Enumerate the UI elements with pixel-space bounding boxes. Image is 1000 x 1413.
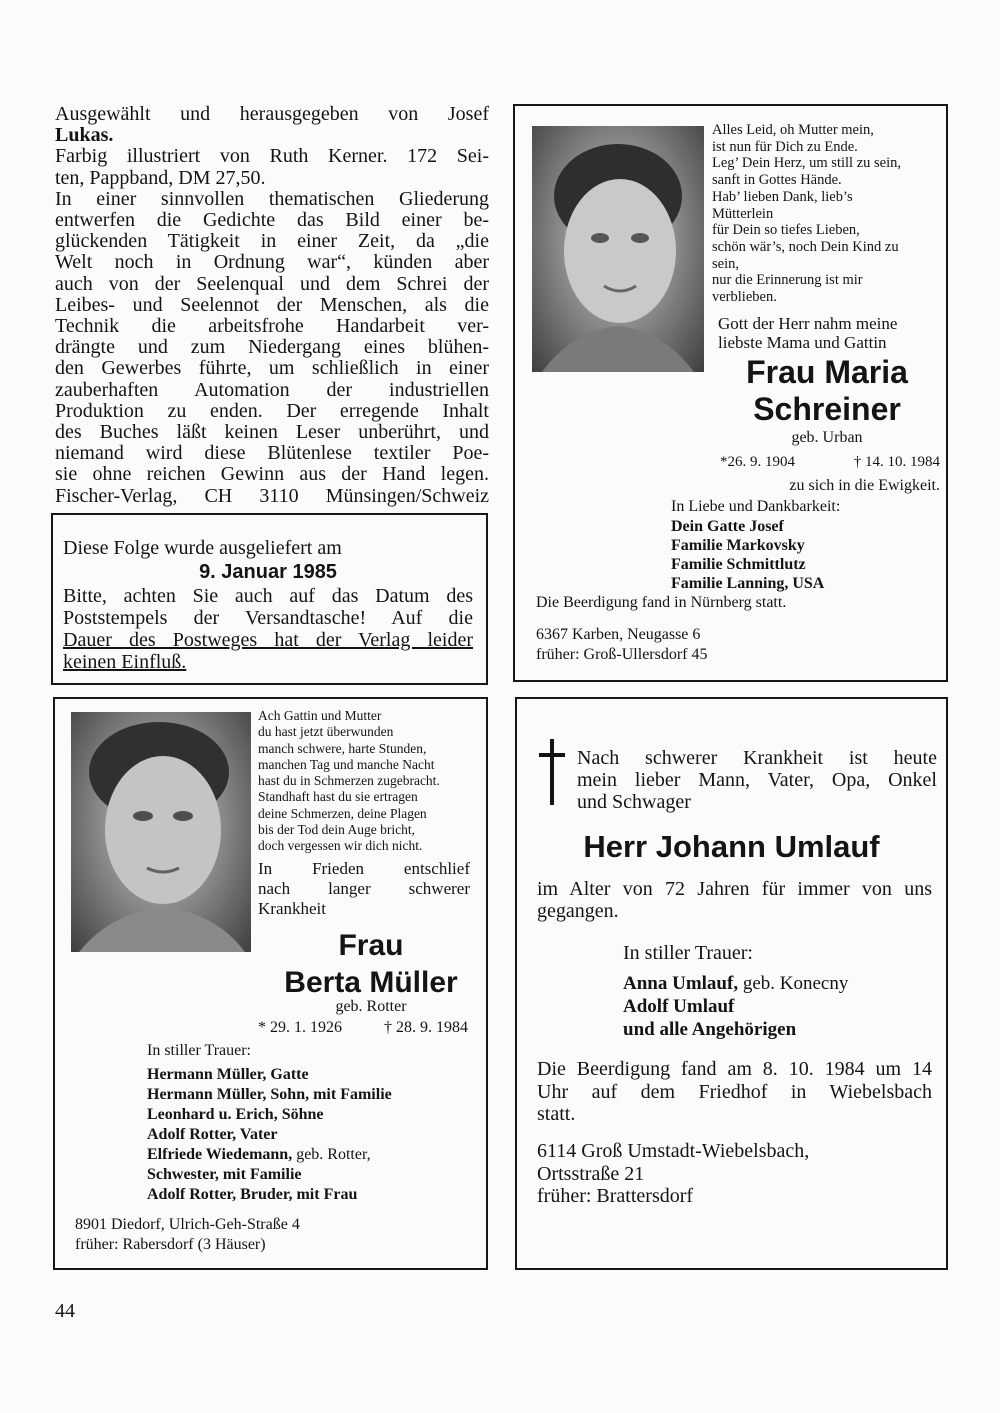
funeral-line: Die Beerdigung fand in Nürnberg statt.: [536, 594, 787, 611]
mourner-name: Schwester, mit Familie: [147, 1166, 302, 1183]
death-date: † 28. 9. 1984: [384, 1019, 468, 1036]
mourner-name: Adolf Rotter, Bruder, mit Frau: [147, 1186, 358, 1203]
poem-line: doch vergessen wir dich nicht.: [258, 838, 423, 854]
intro-line: liebste Mama und Gattin: [718, 333, 887, 352]
deceased-name: Frau: [338, 929, 404, 962]
address-line: 6114 Groß Umstadt-Wiebelsbach,: [537, 1140, 810, 1162]
mourner-name: und alle Angehörigen: [623, 1019, 797, 1040]
portrait-schreiner: [532, 126, 704, 372]
review-line: auch von der Seelenqual und dem Schrei der: [55, 272, 489, 295]
death-date: † 14. 10. 1984: [853, 454, 940, 470]
mourner: Familie Markovsky: [671, 537, 805, 554]
funeral-line: Die Beerdigung fand am 8. 10. 1984 um 14: [537, 1058, 932, 1080]
mourner-name: Adolf Umlauf: [623, 996, 735, 1017]
mourner-name: Anna Umlauf,: [623, 973, 739, 994]
page-number: 44: [55, 1300, 75, 1322]
mourner-extra: geb. Konecny: [738, 973, 849, 994]
intro-line: Nach schwerer Krankheit ist heute: [577, 747, 937, 769]
mourner: [147, 1145, 477, 1165]
address-line: früher: Rabersdorf (3 Häuser): [75, 1236, 266, 1253]
poem-line: verblieben.: [712, 289, 777, 306]
mourner-name: Adolf Rotter, Vater: [147, 1126, 278, 1143]
review-line: ten, Pappband, DM 27,50.: [55, 166, 266, 189]
eternity-line: zu sich in die Ewigkeit.: [789, 477, 940, 494]
poem-line: bis der Tod dein Auge bricht,: [258, 822, 416, 838]
review-line: sie ohne reichen Gewinn aus der Hand legen.: [55, 463, 489, 486]
review-line: den Gewerbes führte, um schließlich in einer: [55, 357, 489, 380]
review-line: Welt noch in Ordnung war“, künden aber: [55, 251, 489, 274]
poem-line: manchen Tag und manche Nacht: [258, 756, 435, 772]
age-line: gegangen.: [537, 900, 619, 922]
review-line: drängte und zum Niedergang eines blühen-: [55, 336, 489, 359]
review-line: Farbig illustriert von Ruth Kerner. 172 Sei-: [55, 145, 489, 168]
review-line: glückenden Tätigkeit in einer Zeit, da „die: [55, 230, 489, 253]
birth-date: *26. 9. 1904: [720, 454, 795, 470]
intro-line: Gott der Herr nahm meine: [718, 314, 898, 333]
mourner: [147, 1125, 477, 1145]
mourner: [147, 1165, 477, 1185]
mourner-extra: geb. Rotter,: [292, 1146, 371, 1163]
deceased-name: Schreiner: [753, 391, 901, 427]
poem-line: Ach Gattin und Mutter: [258, 708, 382, 723]
poem-line: manch schwere, harte Stunden,: [258, 740, 427, 756]
review-line: In einer sinnvollen thematischen Gliederung: [55, 187, 489, 210]
obituary-mueller: [53, 697, 488, 1270]
address-line: 8901 Diedorf, Ulrich-Geh-Straße 4: [75, 1216, 300, 1233]
born-name: geb. Rotter: [335, 998, 407, 1015]
review-line: Produktion zu enden. Der erregende Inhalt: [55, 399, 489, 422]
address-line: früher: Groß-Ullersdorf 45: [536, 646, 708, 663]
deceased-name: Herr Johann Umlauf: [583, 829, 880, 864]
review-line: niemand wird diese Blütenlese textiler Poe-: [55, 442, 489, 465]
poem-line: ist nun für Dich zu Ende.: [712, 138, 858, 155]
poem-line: Standhaft hast du sie ertragen: [258, 789, 418, 805]
delivery-line: Dauer des Postweges hat der Verlag leider: [63, 629, 473, 651]
mourner: [147, 1105, 477, 1125]
intro-line: und Schwager: [577, 791, 691, 813]
poem-line: Alles Leid, oh Mutter mein,: [712, 122, 874, 138]
poem-line: nur die Erinnerung ist mir: [712, 272, 863, 289]
delivery-line: keinen Einfluß.: [63, 651, 187, 673]
obituary-umlauf: [515, 697, 948, 1270]
poem-line: Leg’ Dein Herz, um still zu sein,: [712, 155, 901, 172]
mourner: Familie Lanning, USA: [671, 575, 825, 592]
review-line: des Buches läßt keinen Leser unberührt, und: [55, 421, 489, 444]
review-line: Ausgewählt und herausgegeben von Josef: [55, 103, 489, 125]
address-line: 6367 Karben, Neugasse 6: [536, 626, 701, 643]
mourner-name: Elfriede Wiedemann,: [147, 1146, 293, 1163]
poem-line: du hast jetzt überwunden: [258, 724, 394, 740]
funeral-line: statt.: [537, 1103, 576, 1125]
poem-line: hast du in Schmerzen zugebracht.: [258, 773, 440, 789]
mourner: [147, 1065, 477, 1085]
cross-icon: [539, 739, 565, 805]
delivery-line: Poststempels der Versandtasche! Auf die: [63, 607, 473, 629]
intro-line: Krankheit: [258, 899, 326, 918]
poem-line: Hab’ lieben Dank, lieb’s: [712, 188, 853, 205]
birth-date: * 29. 1. 1926: [258, 1019, 342, 1036]
intro-line: nach langer schwerer: [258, 879, 470, 898]
review-line: Leibes- und Seelennot der Menschen, als die: [55, 293, 489, 316]
poem-line: deine Schmerzen, deine Plagen: [258, 805, 427, 821]
review-publisher: Fischer-Verlag, CH 3110 Münsingen/Schweiz: [55, 484, 489, 507]
born-name: geb. Urban: [791, 429, 863, 446]
obituary-schreiner: [513, 104, 948, 682]
review-author: Lukas.: [55, 124, 114, 147]
review-line: entwerfen die Gedichte das Bild einer be-: [55, 209, 489, 232]
address-line: früher: Brattersdorf: [537, 1185, 694, 1207]
poem-line: sein,: [712, 255, 739, 272]
intro-line: mein lieber Mann, Vater, Opa, Onkel: [577, 769, 937, 791]
poem-line: sanft in Gottes Hände.: [712, 172, 842, 189]
deceased-name: Frau Maria: [746, 354, 908, 390]
mourner-name: Leonhard u. Erich, Söhne: [147, 1106, 324, 1123]
portrait-mueller: [71, 712, 251, 952]
funeral-line: Uhr auf dem Friedhof in Wiebelsbach: [537, 1080, 932, 1103]
mourner: Familie Schmittlutz: [671, 556, 806, 573]
mourning-line: In stiller Trauer:: [623, 942, 753, 964]
mourner: [623, 972, 923, 995]
mourner: [147, 1085, 477, 1105]
intro-line: In Frieden entschlief: [258, 859, 470, 878]
delivery-date: 9. Januar 1985: [199, 561, 337, 583]
book-review: [55, 104, 489, 507]
mourner: [147, 1185, 477, 1205]
poem-line: Mütterlein: [712, 205, 774, 222]
review-line: zauberhaften Automation der industriellen: [55, 378, 489, 401]
mourner: [623, 1018, 923, 1041]
age-line: im Alter von 72 Jahren für immer von uns: [537, 878, 932, 900]
mourning-line: In stiller Trauer:: [147, 1042, 251, 1059]
delivery-line: Bitte, achten Sie auch auf das Datum des: [63, 585, 473, 607]
poem-line: schön wär’s, noch Dein Kind zu: [712, 238, 899, 255]
mourner-name: Hermann Müller, Sohn, mit Familie: [147, 1086, 392, 1103]
address-line: Ortsstraße 21: [537, 1162, 645, 1185]
deceased-name: Berta Müller: [284, 966, 458, 999]
mourner: Dein Gatte Josef: [671, 518, 784, 535]
thanks-line: In Liebe und Dankbarkeit:: [671, 498, 841, 515]
mourner: [623, 995, 923, 1018]
review-line: Technik die arbeitsfrohe Handarbeit ver-: [55, 315, 489, 338]
poem-line: für Dein so tiefes Lieben,: [712, 222, 860, 239]
delivery-notice-box: [51, 513, 488, 685]
delivery-intro: Diese Folge wurde ausgeliefert am: [63, 537, 342, 559]
mourner-name: Hermann Müller, Gatte: [147, 1066, 309, 1083]
